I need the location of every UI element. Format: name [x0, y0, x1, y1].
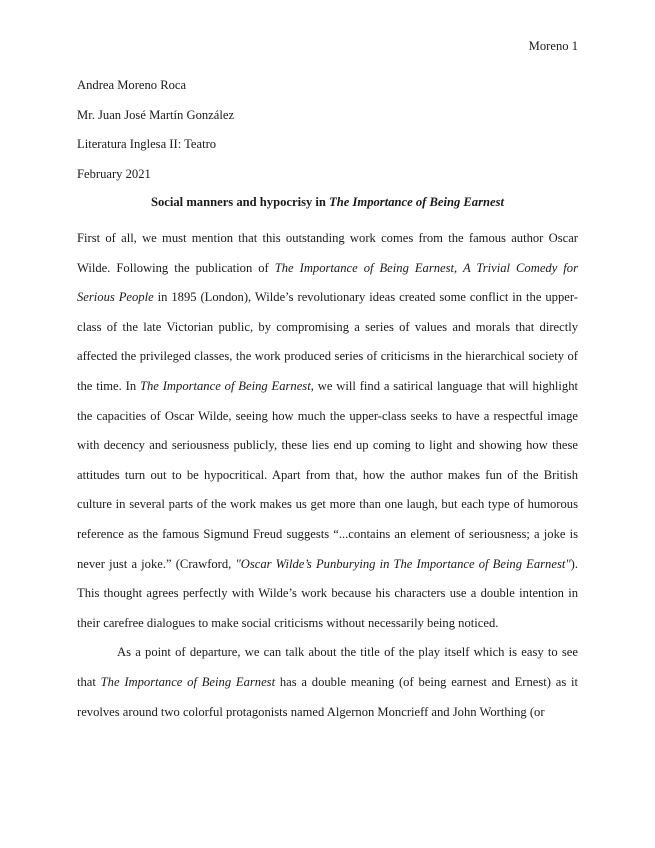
course-name: Literatura Inglesa II: Teatro [77, 137, 217, 151]
essay-title [77, 194, 578, 210]
title-prefix: Social manners and hypocrisy in [150, 195, 330, 209]
paragraph-1-italic-1: The Importance of Being Earnest, A Trivial Comedy for Serious People [77, 260, 578, 305]
instructor-name: Mr. Juan José Martín González [77, 108, 235, 122]
paragraph-1 [77, 224, 578, 638]
running-header: Moreno 1 [528, 39, 578, 53]
paragraph-1-italic-2: The Importance of Being Earnest [139, 378, 311, 393]
title-work: The Importance of Being Earnest [329, 195, 505, 209]
paragraph-2 [77, 638, 578, 727]
essay-body [77, 224, 578, 727]
essay-date: February 2021 [77, 167, 151, 181]
paragraph-2-italic-1: The Importance of Being Earnest [100, 674, 276, 689]
paragraph-1-text-3: , we will find a satirical language that will highlight the capacities of Oscar Wilde, seeing how much the upper-class seeks to have a respectful image with decency and seriousness publicly, these lies end up coming to light and showing how these attitudes turn out to be hypocritical. Apart from that, how the author makes fun of the British culture in several parts of the work makes us get more than one laugh, but each type of humorous reference as the famous Sigmund Freud suggests “...contains an element of seriousness; a joke is never just a joke.” (Crawford, [77, 378, 578, 571]
paragraph-2-text-2: has a double meaning (of being earnest and Ernest) as it revolves around two colorful protagonists named Algernon Moncrieff and John Worthing (or [77, 674, 578, 719]
paragraph-1-text-2: in 1895 (London), Wilde’s revolutionary ideas created some conflict in the upper-class of the late Victorian public, by compromising a series of values and morals that directly affected the privileged classes, the work produced series of criticisms in the hierarchical society of the time. In [77, 290, 578, 393]
paragraph-1-italic-3: "Oscar Wilde’s Punburying in The Importance of Being Earnest" [235, 556, 571, 571]
paragraph-1-text-1: First of all, we must mention that this outstanding work comes from the famous author Oscar Wilde. Following the publication of [77, 231, 578, 275]
paragraph-2-text-1: As a point of departure, we can talk about the title of the play itself which is easy to see that [77, 645, 578, 689]
paragraph-1-text-4: ). This thought agrees perfectly with Wilde’s work because his characters use a double intention in their carefree dialogues to make social criticisms without necessarily being noticed. [77, 556, 578, 630]
author-name: Andrea Moreno Roca [77, 78, 187, 92]
